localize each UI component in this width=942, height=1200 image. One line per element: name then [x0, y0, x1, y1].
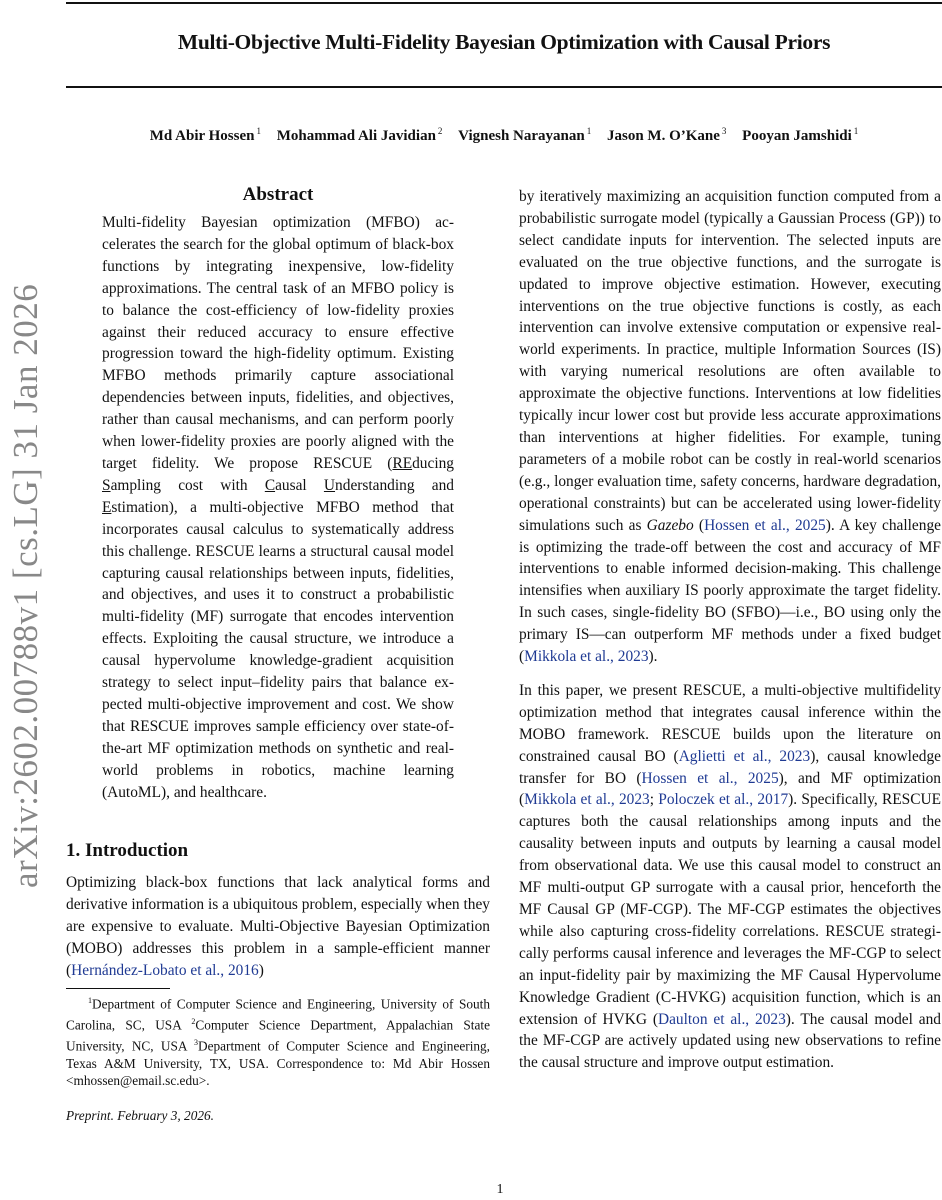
right-column — [519, 186, 941, 1074]
intro-paragraph: In this paper, we present RESCUE, a multi-objective multifidelity optimization method that integrates causal inference within the MOBO framework. RESCUE builds upon the literature on constrained causal BO (Aglietti et al., 2023), causal knowledge transfer for BO (Hossen et al., 2025), and MF optimization (Mikkola et al., 2023; Poloczek et al., 2017). Specifically, RESCUE captures both the causal relationships among inputs and the causality between inputs and outputs by learning a causal model from observational data. We use this causal model to construct an MF multi-output GP surrogate with a causal prior, henceforth the MF Causal GP (MF-CGP). The MF-CGP estimates the objectives while also capturing cross-fidelity correlations. RESCUE strategically performs causal inference and leverages the MF-CGP to select an input-fidelity pair by maximizing the MF Causal Hypervolume Knowledge Gradient (C-HVKG) acquisition function, which is an extension of HVKG (Daulton et al., 2023). The causal model and the MF-CGP are actively updated using new observations to refine the causal structure and improve output estimation. — [519, 681, 941, 1072]
author: Vignesh Narayanan $^1$ — [458, 126, 592, 144]
citation-link[interactable]: Poloczek et al., 2017 — [658, 791, 789, 809]
author-list — [66, 126, 942, 145]
author: Jason M. O’Kane $^3$ — [606, 126, 727, 144]
author: Md Abir Hossen $^1$ — [149, 126, 261, 144]
page-number: 1 — [496, 1182, 504, 1197]
author: Pooyan Jamshidi $^1$ — [742, 126, 859, 144]
left-column — [66, 180, 490, 1124]
citation-link[interactable]: Hossen et al., 2025 — [641, 769, 779, 787]
footnote-rule — [66, 988, 170, 989]
preprint-date: Preprint. February 3, 2026. — [66, 1107, 214, 1123]
affiliation-footnote: $^1$Department of Computer Science and Engineering, University of South Carolina, SC, USA $^2$Computer Science Department, Appalachian State University, NC, USA $^3$Department of Computer Science and Engineering, Texas A&M University, TX, USA. Correspondence to: Md Abir Hossen <mhossen@email.sc.edu>. — [66, 996, 491, 1089]
citation-link[interactable]: Mikkola et al., 2023 — [524, 648, 649, 666]
citation-link[interactable]: Hernández-Lobato et al., 2016 — [71, 962, 259, 980]
intro-paragraph: by iteratively maximizing an acquisition function computed from a probabilistic surrogate model (typically a Gaussian Process (GP)) to select candidate inputs for intervention. The selected inputs are evaluated on the true objective functions, and the surrogate is updated to improve objective estimation. However, executing interventions on the true objective functions is costly, as each intervention can involve extensive computation or expensive real-world experiments. In practice, multiple Information Sources (IS) with varying numerical resolutions are often available to approximate the objective functions. Interventions at low fidelities typically incur lower cost but provide less accurate approximations than interventions at higher fidelities. For example, tuning parameters of a mobile robot can be costly in real-world scenarios (e.g., longer evaluation time, safety concerns, hardware degradation, operational constraints) but can be accelerated using lower-fidelity simulations such as Gazebo (Hossen et al., 2025). A key challenge is optimizing the trade-off between the cost and accuracy of MF interventions to enable informed decision-making. This challenge intensifies when auxiliary IS poorly approximate the target fidelity. In such cases, single-fidelity BO (SFBO)—i.e., BO using only the primary IS—can outperform MF methods under a fixed budget (Mikkola et al., 2023). — [519, 188, 941, 666]
top-rule — [66, 2, 942, 4]
title-rule — [66, 86, 942, 88]
abstract-body: Multi-fidelity Bayesian optimization (MFBO) accelerates the search for the global optimum of black-box functions by integrating inexpensive, low-fidelity approximations. The central task of an MFBO policy is to balance the cost-efficiency of low-fidelity proxies against their reduced accuracy to ensure effective progression toward the high-fidelity optimum. Existing MFBO methods primarily capture associational dependencies between inputs, fidelities, and objectives, rather than causal mechanisms, and can perform poorly when lower-fidelity proxies are poorly aligned with the target fidelity. We propose RESCUE (REducing Sampling cost with Causal Understanding and Estimation), a multi-objective MFBO method that incorporates causal calculus to systematically address this challenge. RESCUE learns a structural causal model capturing causal relationships between inputs, fidelities, and objectives, and uses it to construct a probabilistic multi-fidelity (MF) surrogate that encodes intervention effects. Exploiting the causal structure, we introduce a causal hypervolume knowledge-gradient acquisition strategy to select input–fidelity pairs that balance expected multi-objective improvement and cost. We show that RESCUE improves sample efficiency over state-of-the-art MF optimization methods on synthetic and real-world problems in robotics, machine learning (AutoML), and healthcare. — [102, 214, 454, 801]
author: Mohammad Ali Javidian $^2$ — [276, 126, 443, 144]
citation-link[interactable]: Daulton et al., 2023 — [657, 1010, 786, 1028]
arxiv-stamp: arXiv:2602.00788v1 [cs.LG] 31 Jan 2026 — [6, 283, 45, 888]
abstract-heading: Abstract — [242, 184, 314, 205]
section-heading-introduction: 1. Introduction — [66, 840, 189, 862]
intro-paragraph: Optimizing black-box functions that lack analytical forms and derivative information is a ubiquitous problem, especially when they are expensive to evaluate. Multi-Objective Bayesian Optimization (MOBO) addresses this problem in a sample-efficient manner (Hernández-Lobato et al., 2016) — [66, 874, 490, 980]
paper-title: Multi-Objective Multi-Fidelity Bayesian Optimization with Causal Priors — [177, 30, 831, 54]
citation-link[interactable]: Mikkola et al., 2023 — [524, 791, 650, 809]
citation-link[interactable]: Aglietti et al., 2023 — [678, 747, 811, 765]
citation-link[interactable]: Hossen et al., 2025 — [704, 516, 826, 534]
